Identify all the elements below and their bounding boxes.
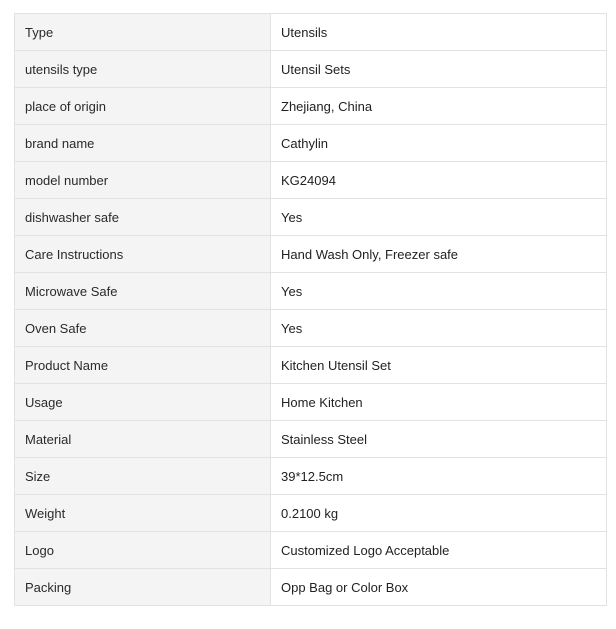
table-row (15, 273, 607, 310)
table-row (15, 162, 607, 199)
spec-table-body (15, 14, 607, 606)
table-row (15, 384, 607, 421)
spec-label: Packing (15, 569, 271, 606)
spec-label: model number (15, 162, 271, 199)
spec-value: Stainless Steel (271, 421, 607, 458)
spec-label: brand name (15, 125, 271, 162)
table-row (15, 421, 607, 458)
spec-value: Customized Logo Acceptable (271, 532, 607, 569)
spec-label: Logo (15, 532, 271, 569)
spec-label: Weight (15, 495, 271, 532)
spec-value: 39*12.5cm (271, 458, 607, 495)
spec-label: place of origin (15, 88, 271, 125)
table-row (15, 125, 607, 162)
table-row (15, 347, 607, 384)
spec-value: Hand Wash Only, Freezer safe (271, 236, 607, 273)
table-row (15, 236, 607, 273)
spec-value: Kitchen Utensil Set (271, 347, 607, 384)
spec-label: Usage (15, 384, 271, 421)
spec-value: Zhejiang, China (271, 88, 607, 125)
table-row (15, 310, 607, 347)
spec-value: Opp Bag or Color Box (271, 569, 607, 606)
spec-value: Yes (271, 273, 607, 310)
spec-value: KG24094 (271, 162, 607, 199)
spec-value: Home Kitchen (271, 384, 607, 421)
table-row (15, 51, 607, 88)
spec-label: Care Instructions (15, 236, 271, 273)
spec-value: 0.2100 kg (271, 495, 607, 532)
spec-label: Type (15, 14, 271, 51)
spec-label: Oven Safe (15, 310, 271, 347)
spec-label: utensils type (15, 51, 271, 88)
table-row (15, 88, 607, 125)
table-row (15, 495, 607, 532)
spec-value: Utensil Sets (271, 51, 607, 88)
table-row (15, 199, 607, 236)
table-row (15, 569, 607, 606)
spec-label: Microwave Safe (15, 273, 271, 310)
spec-value: Yes (271, 199, 607, 236)
spec-value: Utensils (271, 14, 607, 51)
spec-label: Material (15, 421, 271, 458)
spec-label: dishwasher safe (15, 199, 271, 236)
spec-value: Yes (271, 310, 607, 347)
table-row (15, 14, 607, 51)
spec-label: Size (15, 458, 271, 495)
spec-label: Product Name (15, 347, 271, 384)
table-row (15, 458, 607, 495)
product-spec-table (14, 13, 607, 606)
spec-value: Cathylin (271, 125, 607, 162)
table-row (15, 532, 607, 569)
